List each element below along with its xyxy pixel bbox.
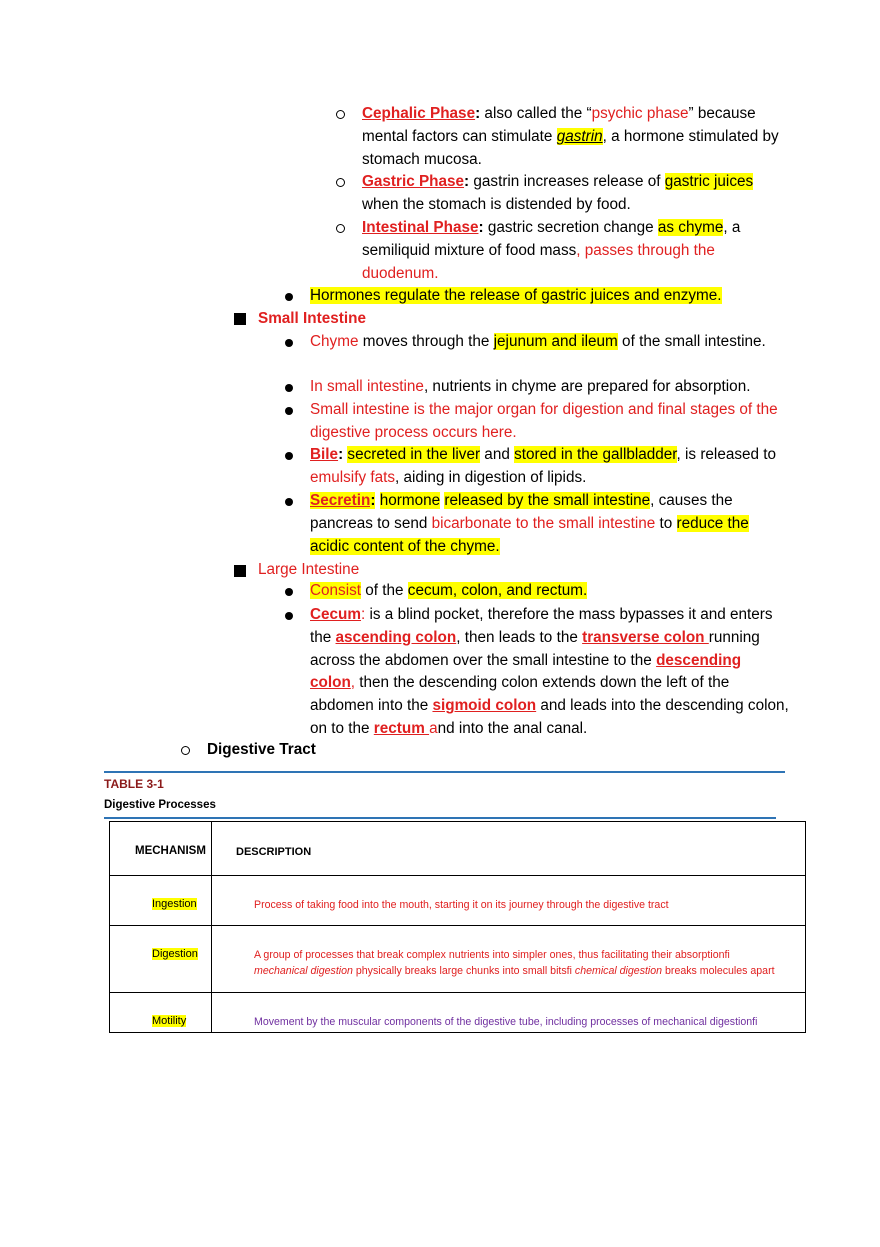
term-secretin: Secretin — [310, 492, 371, 509]
chemical-digestion-text: chemical digestion — [574, 965, 663, 977]
heading-digestive-tract — [207, 739, 507, 762]
gastrin-highlight: gastrin — [556, 127, 603, 145]
row-divider — [110, 875, 805, 876]
term-ascending-colon: ascending colon — [335, 628, 457, 646]
list-item-cecum — [310, 604, 790, 741]
text: moves through the — [358, 333, 494, 350]
psychic-phase-text: psychic phase — [591, 105, 689, 122]
bullet-icon — [285, 612, 293, 620]
list-item-gastric-phase — [362, 171, 792, 217]
square-bullet-icon — [234, 313, 246, 325]
table-row — [152, 948, 198, 960]
description-cell — [254, 947, 806, 979]
comma: , — [350, 674, 356, 692]
hormones-text: Hormones regulate the release of gastric juices and enzyme. — [310, 287, 722, 304]
text: ” because mental factors can stimulate — [362, 105, 756, 145]
list-item-chyme — [310, 331, 790, 354]
text: gastric secretion change — [483, 219, 658, 236]
text: also called the “ — [480, 105, 592, 122]
square-bullet-icon — [234, 565, 246, 577]
circle-bullet-icon — [336, 110, 345, 119]
text: nd into the anal canal. — [437, 719, 588, 737]
colon: : — [338, 446, 344, 463]
liver-highlight: secreted in the liver — [347, 446, 481, 463]
list-item-hormones — [310, 285, 790, 308]
circle-bullet-icon — [336, 224, 345, 233]
reduce-acidic-highlight: reduce the acidic content of the chyme. — [310, 514, 749, 555]
digestive-processes-table — [109, 821, 806, 1033]
large-intestine-label: Large Intestine — [258, 561, 360, 578]
bullet-icon — [285, 384, 293, 392]
as-chyme-highlight: as chyme — [657, 219, 724, 236]
digestive-tract-label: Digestive Tract — [207, 741, 316, 758]
bullet-icon — [285, 588, 293, 596]
duodenum-text: , passes through the duodenum. — [362, 241, 715, 282]
header-description: DESCRIPTION — [236, 846, 312, 858]
column-divider — [211, 822, 212, 1032]
released-highlight: released by the small intestine — [444, 492, 651, 509]
term-cecum: Cecum — [310, 606, 362, 623]
list-item-consist — [310, 580, 790, 603]
text: , nutrients in chyme are prepared for absorption. — [423, 378, 751, 395]
bullet-icon — [285, 407, 293, 415]
gallbladder-highlight: stored in the gallbladder — [514, 446, 677, 463]
text: is a blind pocket, therefore the mass bypasses it and enters the — [310, 606, 773, 646]
heading-small-intestine — [258, 308, 758, 331]
text: , aiding in digestion of lipids. — [395, 468, 587, 486]
list-item-nutrients — [310, 376, 790, 399]
row-divider — [110, 992, 805, 993]
table-caption: Digestive Processes — [104, 799, 216, 811]
text: when the stomach is distended by food. — [362, 195, 631, 213]
term-gastric-phase: Gastric Phase — [362, 173, 465, 190]
mechanism-cell: Digestion — [152, 948, 198, 960]
text: and leads into the descending colon, on to the — [310, 697, 789, 737]
text: then the descending colon extends down the left of the abdomen into the — [310, 674, 730, 715]
mechanism-cell: Motility — [152, 1015, 187, 1027]
row-divider — [110, 925, 805, 926]
mechanical-digestion-text: mechanical digestion — [254, 965, 353, 977]
text: gastrin increases release of — [469, 173, 665, 190]
text: breaks molecules apart — [662, 965, 775, 977]
bullet-icon — [285, 452, 293, 460]
text: , then leads to the — [456, 628, 583, 646]
colon: : — [361, 606, 366, 623]
small-intestine-label: Small Intestine — [258, 310, 366, 327]
text: of the — [361, 582, 408, 599]
list-item-secretin — [310, 490, 790, 558]
hormone-highlight: hormone — [379, 492, 441, 509]
text: , a semiliquid mixture of food mass — [362, 219, 741, 259]
colon: : — [370, 492, 376, 509]
bullet-icon — [285, 498, 293, 506]
term-descending-colon: descending colon — [310, 651, 742, 692]
table-row — [152, 898, 197, 910]
cecum-colon-rectum-highlight: cecum, colon, and rectum. — [407, 582, 588, 599]
list-item-major-organ — [310, 399, 790, 445]
bullet-icon — [285, 339, 293, 347]
letter-a: a — [429, 719, 438, 737]
bullet-icon — [285, 293, 293, 301]
list-item-cephalic-phase — [362, 103, 792, 171]
consist-text: Consist — [310, 582, 362, 599]
term-sigmoid-colon: sigmoid colon — [432, 697, 537, 715]
term-intestinal-phase: Intestinal Phase — [362, 219, 479, 236]
text: running across the abdomen over the small intestine to the — [310, 628, 760, 669]
text: , causes the pancreas to send — [310, 492, 733, 532]
colon: : — [478, 219, 484, 236]
major-organ-text: Small intestine is the major organ for digestion and final stages of the digestive process occurs here. — [310, 401, 778, 441]
description-cell: Process of taking food into the mouth, starting it on its journey through the digestive tract — [254, 899, 669, 911]
colon: : — [475, 105, 481, 122]
list-item-intestinal-phase — [362, 217, 792, 285]
chyme-text: Chyme — [310, 333, 359, 350]
mechanism-cell: Ingestion — [152, 898, 197, 910]
text: A group of processes that break complex nutrients into simpler ones, thus facilitating their absorptionﬁ — [254, 949, 730, 961]
list-item-bile — [310, 444, 790, 490]
text: , a hormone stimulated by stomach mucosa. — [362, 127, 779, 168]
divider — [104, 817, 776, 819]
text: and — [480, 446, 515, 463]
term-transverse-colon: transverse colon — [582, 628, 709, 646]
heading-large-intestine — [258, 559, 758, 582]
divider — [104, 771, 785, 773]
in-small-intestine-text: In small intestine — [310, 378, 424, 395]
text: to — [655, 514, 677, 532]
jejunum-ileum-highlight: jejunum and ileum — [493, 333, 618, 350]
header-mechanism: MECHANISM — [135, 845, 206, 857]
text: , is released to — [676, 446, 777, 463]
colon: : — [464, 173, 470, 190]
circle-bullet-icon — [181, 746, 190, 755]
text: physically breaks large chunks into small bitsﬁ — [352, 965, 575, 977]
bicarbonate-text: bicarbonate to the small intestine — [431, 514, 656, 532]
text: of the small intestine. — [617, 333, 766, 350]
circle-bullet-icon — [336, 178, 345, 187]
table-label: TABLE 3-1 — [104, 777, 164, 791]
gastric-juices-highlight: gastric juices — [664, 173, 754, 190]
term-bile: Bile — [310, 446, 339, 463]
term-cephalic-phase: Cephalic Phase — [362, 105, 476, 122]
description-cell: Movement by the muscular components of the digestive tube, including processes of mechanical digestionﬁ — [254, 1016, 758, 1028]
table-row — [152, 1015, 186, 1027]
emulsify-fats-text: emulsify fats — [310, 468, 396, 486]
term-rectum: rectum — [373, 719, 430, 737]
